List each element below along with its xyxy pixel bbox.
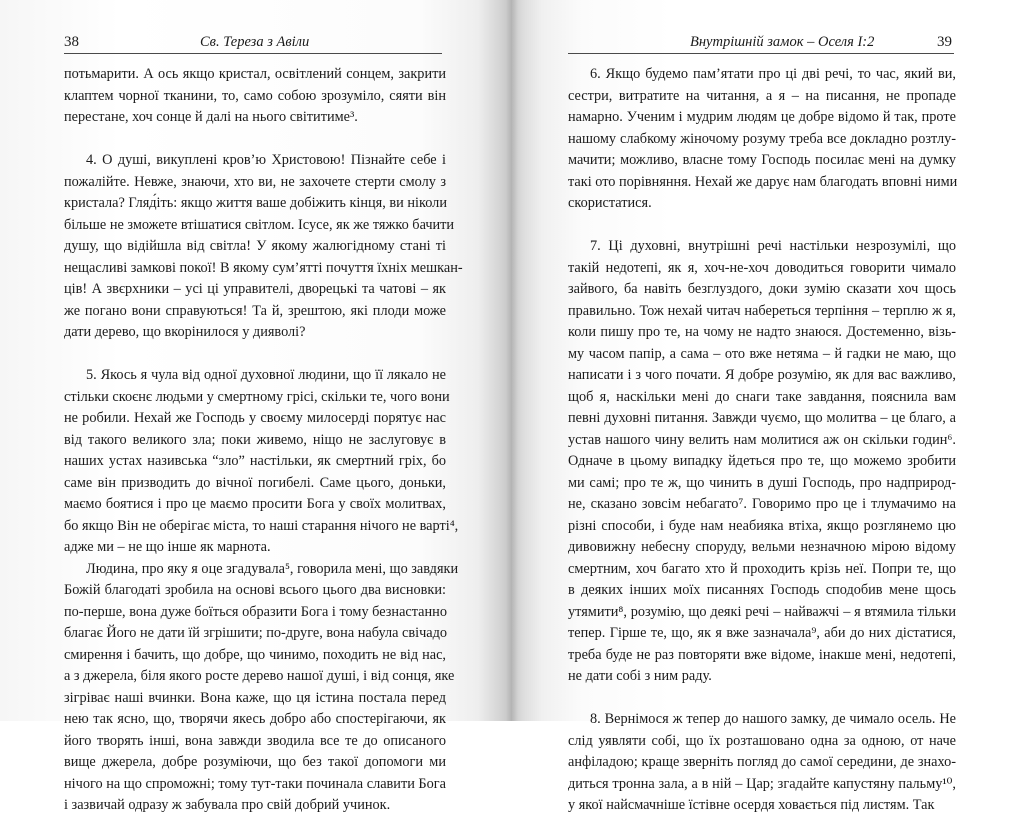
- text-line: в деяких інших моїх писаннях Господь сподобив мене щось: [568, 582, 956, 598]
- text-line: пожалійте. Невже, знаючи, хто ви, не захочете стерти смолу з: [64, 173, 446, 190]
- text-line: бо якщо Він не оберігає міста, то наші старання нічого не варті⁴,: [64, 517, 459, 534]
- text-line: Людина, про яку я оце згадувала⁵, говорила мені, що завдяки: [86, 560, 459, 577]
- text-line: щоб я, наскільки мені до снаги таке завдання, пояснила вам: [568, 388, 956, 405]
- text-line: наших устах називська “зло” настільки, як смертний гріх, бо: [64, 453, 446, 469]
- right-page: [512, 0, 1024, 813]
- text-line: саме він призводить до вічної погибелі. Саме цього, доньки,: [64, 474, 446, 491]
- text-line: стільки скоєнє людьми у смертному грісі, скільки те, чого вони: [64, 388, 450, 405]
- text-line: більше не зможете втішатися світлом. Ісусе, як же тяжко бачити: [64, 216, 455, 233]
- text-line: і зазвичай одразу ж забувала про свій добрий учинок.: [64, 797, 391, 813]
- text-line: тепер. Гірше те, що, як я вже зазначала⁹, аби до них дістатися,: [568, 625, 956, 641]
- left-page-text: [64, 64, 463, 817]
- right-page-text: [568, 64, 956, 817]
- text-line: по-перше, вона дуже боїться образити Бога і тому безнастанно: [64, 603, 447, 620]
- text-line: а з джерела, біля якого росте дерево нашої душі, і від сонця, яке: [64, 668, 455, 684]
- text-line: його творять інші, вона завжди зводила все те до описаного: [64, 732, 446, 749]
- left-page-number: 38: [64, 34, 79, 50]
- text-line: 5. Якось я чула від одної духовної людини, що її лякало не: [86, 367, 446, 383]
- text-line: правильно. Тож нехай читач набереться терпіння – терплю ж я,: [568, 302, 956, 319]
- text-line: нічого на що спроможні; тому тут-таки починала славити Бога: [64, 775, 446, 792]
- text-line: зайвого, ба навіть безглуздого, доки зумію сказати хоч щось: [568, 281, 956, 297]
- text-line: клаптем чорної тканини, то, само собою зрозуміло, сяяти він: [64, 87, 446, 104]
- text-line: анфіладою; краще зверніть погляд до самої середини, де знахо-: [568, 754, 956, 770]
- book-spine-shadow: [506, 0, 518, 721]
- text-line: вище джерела, добре розуміючи, що без такої допомоги ми: [64, 754, 446, 770]
- text-line: зігріває наші вчинки. Вона каже, що ця істина постала перед: [64, 689, 446, 706]
- text-line: написати і з чого почати. Я добре розумію, як для вас важливо,: [568, 367, 956, 383]
- text-line: не дати собі з ним раду.: [568, 668, 712, 684]
- paragraph-gap: [568, 688, 956, 710]
- text-line: кристала? Гляд́іть: якщо життя ваше добіжить кінця, ви ніколи: [64, 195, 447, 211]
- text-line: 6. Якщо будемо пам’ятати про ці дві речі, то час, який ви,: [590, 66, 956, 82]
- text-line: устав нашого чину велить нам молитися аж он скільки годин⁶.: [568, 431, 956, 448]
- text-line: Одначе в цьому випадку йдеться про те, що можемо зробити: [568, 453, 956, 469]
- text-line: ців! А звєрхники – усі ці управителі, дворецькі та чатові – як: [64, 281, 446, 297]
- text-line: перестане, хоч сонце й далі на нього світитиме³.: [64, 109, 358, 125]
- text-line: смирення і бачить, що добре, що чинимо, походить не від нас,: [64, 646, 446, 663]
- paragraph-gap: [568, 215, 956, 237]
- paragraph-gap: [64, 129, 446, 151]
- text-line: диться тронна зала, а в ній – Цар; згадайте капустяну пальму¹⁰,: [568, 775, 956, 792]
- text-line: Божій благодаті зробила на основі всього цього два висновки:: [64, 582, 446, 598]
- text-line: від такого великого зла; поки живемо, ніщо не заслуговує в: [64, 431, 446, 448]
- text-line: намарно. Ученим і мудрим людям це добре відомо й так, проте: [568, 109, 956, 125]
- text-line: утямити⁸, розумію, що деякі речі – найважчі – я втямила тільки: [568, 603, 956, 620]
- left-running-title: Св. Тереза з Авіли: [200, 34, 310, 50]
- text-line: дати дерево, що вкорінилося у дияволі?: [64, 324, 306, 340]
- left-page: [0, 0, 512, 813]
- text-line: ми самі; про те ж, що чинить в душі Господь, про надприрод-: [568, 474, 956, 491]
- text-line: потьмарити. А ось якщо кристал, освітлений сонцем, закрити: [64, 66, 446, 82]
- text-line: скористатися.: [568, 195, 652, 211]
- text-line: мачити; можливо, власне тому Господь посилає мені на думку: [568, 152, 956, 168]
- text-line: 7. Ці духовні, внутрішні речі настільки незрозумілі, що: [590, 238, 956, 254]
- text-line: адже ми – не що інше як марнота.: [64, 539, 271, 555]
- text-line: му часом папір, а сама – ото вже нетяма – й гадки не маю, що: [568, 345, 956, 362]
- right-running-title: Внутрішній замок – Оселя І:2: [690, 34, 875, 50]
- text-line: такій недотепі, як я, хоч-не-хоч доводиться говорити чимало: [568, 259, 956, 276]
- right-running-head: [568, 33, 954, 54]
- text-line: нею так ясно, що, творячи якесь добро або спостерігаючи, як: [64, 711, 446, 727]
- paragraph-gap: [64, 344, 446, 366]
- text-line: смертним, хоч багато хто й проходить крізь неї. Попри те, що: [568, 560, 956, 577]
- text-line: благає Його не дати їй згрішити; по-друге, вона набула свічадо: [64, 625, 448, 641]
- text-line: треба буде не раз повторяти вже відоме, інакше мені, недотепі,: [568, 646, 956, 663]
- text-line: нашому слабкому жіночому розуму треба все докладно розтлу-: [568, 130, 956, 147]
- text-line: у якої найсмачніше їстівне осердя ховається під листям. Так: [568, 797, 935, 813]
- text-line: же погано вони справуються! Та й, зрештою, які плоди може: [64, 302, 446, 319]
- text-line: такі ото порівняння. Нехай же дарує нам благодать вповні ними: [568, 173, 958, 190]
- text-line: слід уявляти собі, що їх розташовано одна за одною, от наче: [568, 732, 956, 749]
- text-line: коли пишу про те, на чому не надто знаюся. Достеменно, візь-: [568, 324, 956, 340]
- text-line: нещасливі замкові покої! В якому сум’ятті почуття їхніх мешкан-: [64, 259, 463, 276]
- text-line: не робили. Нехай же Господь у своєму милосерді порятує нас: [64, 410, 446, 426]
- text-line: душу, що відійшла від світла! У якому жалюгідному стані ті: [64, 238, 446, 254]
- text-line: 4. О душі, викуплені кров’ю Христовою! Пізнайте себе і: [86, 152, 446, 168]
- right-page-number: 39: [937, 34, 952, 50]
- text-line: 8. Вернімося ж тепер до нашого замку, де чимало осель. Не: [590, 711, 956, 727]
- text-line: маємо боятися і про це маємо просити Бога у своїх молитвах,: [64, 496, 446, 512]
- text-line: певні духовні питання. Завжди чуємо, що молитва – це благо, а: [568, 410, 956, 426]
- text-line: дивовижну небесну споруду, вельми незначною мірою відому: [568, 539, 956, 555]
- text-line: не, сказано зовсім небагато⁷. Говоримо про це і тлумачимо на: [568, 496, 956, 512]
- text-line: сестри, витратите на читання, а я – на писання, не пропаде: [568, 87, 956, 104]
- left-running-head: [64, 33, 442, 54]
- text-line: різні способи, і буде нам неабияка втіха, якщо розглянемо цю: [568, 517, 956, 534]
